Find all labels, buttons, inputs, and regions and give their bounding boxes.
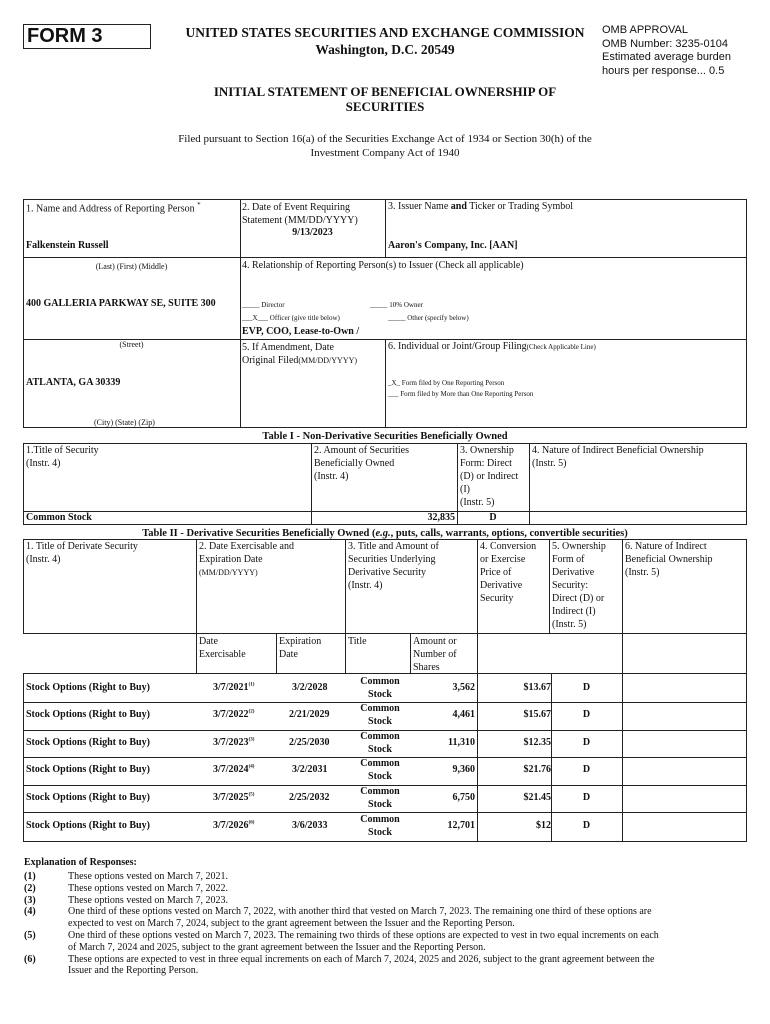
omb-approval: OMB APPROVAL [602, 24, 688, 36]
row-security: Stock Options (Right to Buy) [26, 737, 150, 748]
list-item [24, 871, 746, 883]
issuer-name: Aaron's Company, Inc. [AAN] [388, 240, 518, 251]
row-underlying-title [345, 757, 415, 783]
t2-col1-header [26, 540, 138, 566]
omb-box [602, 24, 731, 78]
t2-col3-1: 3. Title and Amount of [348, 541, 439, 552]
explanation-heading: Explanation of Responses: [24, 857, 137, 868]
t2-col5-3: Derivative [552, 567, 595, 578]
note-text: One third of these options vested on March 7, 2022, with another third that vested on March 7, 2023. The remaining one third of these options are [68, 906, 652, 918]
t2-col4-2: or Exercise [480, 554, 526, 565]
other-checkbox: _____ Other (specify below) [388, 314, 469, 322]
filed-pursuant: Filed pursuant to Section 16(a) of the Securities Exchange Act of 1934 or Section 30(h) of the [178, 133, 592, 145]
statement-title-2: SECURITIES [345, 99, 425, 114]
row-shares: 12,701 [447, 820, 475, 831]
row-shares: 9,360 [452, 764, 475, 775]
commission-location: Washington, D.C. 20549 [315, 42, 455, 57]
t2-col1-1: 1. Title of Derivate Security [26, 541, 138, 552]
note-number: (4) [24, 906, 36, 918]
row-exercisable-date: 3/7/2026 [213, 820, 249, 831]
t2-col5-5: Direct (D) or [552, 593, 605, 604]
row-price: $21.45 [523, 792, 551, 803]
box3-label-a: 3. Issuer Name [388, 201, 451, 212]
t1-col2-header [314, 444, 409, 483]
row-footnote: (2) [248, 709, 255, 715]
filing-more-option: ___ Form filed by More than One Reporting Person [388, 390, 534, 398]
list-item [24, 954, 746, 978]
statement-title: INITIAL STATEMENT OF BENEFICIAL OWNERSHIP OF [213, 84, 557, 99]
note-text-2: expected to vest on March 7, 2024, subject to the grant agreement between the Issuer and the Reporting Person. [68, 918, 515, 930]
box5-label-2-row [242, 354, 357, 367]
row-expiration: 2/25/2030 [289, 737, 330, 748]
row-exercisable [213, 682, 254, 693]
t2-sub-exp [279, 635, 321, 661]
row-shares: 6,750 [452, 792, 475, 803]
t2-sub-exp-2: Date [279, 649, 298, 660]
director-checkbox: _____ Director [242, 301, 285, 309]
row-underlying-title [345, 785, 415, 811]
t2-col1-2: (Instr. 4) [26, 554, 61, 565]
t2-col3-header [348, 540, 439, 592]
t2-sub-amt-1: Amount or [413, 636, 457, 647]
table2-divider [345, 539, 346, 673]
t2-col6-1: 6. Nature of Indirect [625, 541, 707, 552]
box3-label-b: Ticker or Trading Symbol [466, 201, 574, 212]
row-expiration: 2/25/2032 [289, 792, 330, 803]
officer-title: EVP, COO, Lease-to-Own / [242, 326, 360, 337]
omb-burden: Estimated average burden [602, 51, 732, 63]
row-title-2: Stock [368, 689, 392, 700]
list-item [24, 906, 746, 930]
box2-label [242, 201, 358, 227]
table2-divider [549, 539, 550, 633]
row-security: Stock Options (Right to Buy) [26, 820, 150, 831]
row-shares: 4,461 [452, 709, 475, 720]
filed-pursuant-2: Investment Company Act of 1940 [310, 147, 460, 159]
row-title-1: Common [360, 703, 400, 714]
t1-col1-1: 1.Title of Security [26, 445, 99, 456]
table2-divider [477, 539, 478, 673]
t1-row-form: D [489, 512, 497, 523]
row-shares: 3,562 [452, 682, 475, 693]
row-underlying-title [345, 730, 415, 756]
t2-col2-3: (MM/DD/YYYY) [199, 568, 258, 577]
row-form: D [582, 737, 591, 748]
t2-col6-3: (Instr. 5) [625, 567, 660, 578]
grid-divider [240, 257, 747, 258]
row-security: Stock Options (Right to Buy) [26, 709, 150, 720]
note-text: One third of these options vested on March 7, 2023. The remaining two thirds of these options are expected to vest in two equal increments on each [68, 929, 659, 941]
t1-col4-1: 4. Nature of Indirect Beneficial Ownership [532, 445, 704, 456]
t2-col5-header [552, 540, 606, 631]
reporting-street: 400 GALLERIA PARKWAY SE, SUITE 300 [26, 298, 216, 309]
t1-col4-2: (Instr. 5) [532, 458, 567, 469]
table2-title-b: , puts, calls, warrants, options, convertible securities) [390, 528, 628, 539]
row-footnote: (1) [248, 682, 255, 688]
row-exercisable-date: 3/7/2022 [213, 709, 249, 720]
box6-label-small: (Check Applicable Line) [526, 343, 596, 351]
t1-col2-1: 2. Amount of Securities [314, 445, 409, 456]
t1-col3-5: (Instr. 5) [460, 497, 495, 508]
t1-col3-header [460, 444, 518, 509]
grid-divider [385, 339, 386, 428]
t2-col4-header [480, 540, 536, 605]
omb-hours-label: hours per response... [602, 64, 706, 77]
t1-col3-4: (I) [460, 484, 470, 495]
row-price: $12 [536, 820, 551, 831]
row-title-1: Common [360, 786, 400, 797]
note-number: (6) [24, 953, 36, 965]
ten-pct-checkbox: _____ 10% Owner [370, 301, 423, 309]
city-hint: (City) (State) (Zip) [94, 418, 155, 427]
row-title-2: Stock [368, 716, 392, 727]
omb-hours [602, 65, 731, 79]
note-number: (5) [24, 929, 36, 941]
t2-col6-2: Beneficial Ownership [625, 554, 713, 565]
form-label: FORM 3 [27, 25, 103, 47]
omb-hours-value: 0.5 [709, 64, 725, 77]
box6-label-text: 6. Individual or Joint/Group Filing [388, 341, 527, 352]
list-item [24, 930, 746, 954]
t2-col2-2: Expiration Date [199, 554, 263, 565]
note-number: (3) [24, 894, 36, 906]
reporting-city: ATLANTA, GA 30339 [26, 377, 121, 388]
box4-label: 4. Relationship of Reporting Person(s) to Issuer (Check all applicable) [242, 260, 524, 271]
table1-title: Table I - Non-Derivative Securities Beneficially Owned [262, 431, 508, 442]
row-security: Stock Options (Right to Buy) [26, 682, 150, 693]
row-title-1: Common [360, 758, 400, 769]
table2-divider [276, 633, 277, 673]
list-item [24, 895, 746, 907]
t2-sub-date-2: Exercisable [199, 649, 246, 660]
row-exercisable-date: 3/7/2025 [213, 792, 249, 803]
reporting-name: Falkenstein Russell [26, 240, 109, 251]
row-underlying-title [345, 813, 415, 839]
row-form: D [582, 764, 591, 775]
event-date: 9/13/2023 [292, 227, 333, 238]
row-exercisable-date: 3/7/2021 [213, 682, 249, 693]
row-exercisable-date: 3/7/2024 [213, 764, 249, 775]
t2-sub-amt [413, 635, 457, 674]
t2-col4-4: Derivative [480, 580, 523, 591]
t2-col5-2: Form of [552, 554, 585, 565]
row-title-2: Stock [368, 799, 392, 810]
row-shares: 11,310 [448, 737, 475, 748]
row-expiration: 3/2/2028 [292, 682, 328, 693]
table2-divider [23, 841, 747, 842]
row-expiration: 2/21/2029 [289, 709, 330, 720]
commission-name: UNITED STATES SECURITIES AND EXCHANGE COMMISSION [185, 25, 585, 40]
t1-col2-3: (Instr. 4) [314, 471, 349, 482]
row-exercisable [213, 792, 254, 803]
row-expiration: 3/6/2033 [292, 820, 328, 831]
box5-label [242, 341, 357, 367]
row-exercisable-date: 3/7/2023 [213, 737, 249, 748]
table2-divider [622, 539, 623, 842]
row-exercisable [213, 737, 254, 748]
table1-divider [529, 443, 530, 525]
officer-checkbox: ___X___ Officer (give title below) [242, 314, 340, 322]
t1-col1-header [26, 444, 99, 470]
row-exercisable [213, 709, 254, 720]
explanation-list [24, 871, 746, 977]
t2-col6-header [625, 540, 712, 579]
omb-number: OMB Number: 3235-0104 [602, 37, 728, 50]
t2-sub-date-1: Date [199, 636, 218, 647]
table2-divider [410, 633, 411, 673]
row-form: D [582, 792, 591, 803]
note-text: These options vested on March 7, 2021. [68, 871, 228, 882]
table2-divider [23, 539, 24, 633]
t2-col4-5: Security [480, 593, 514, 604]
t2-col2-header [199, 540, 294, 579]
box3-label [388, 201, 573, 212]
t1-row-amount: 32,835 [427, 512, 455, 523]
t2-sub-date [199, 635, 246, 661]
note-body [68, 954, 746, 978]
note-number: (2) [24, 882, 36, 894]
t2-col3-3: Derivative Security [348, 567, 427, 578]
box5-label-fmt: (MM/DD/YYYY) [298, 356, 358, 365]
row-footnote: (4) [248, 764, 255, 770]
table2-title-a: Table II - Derivative Securities Beneficially Owned ( [142, 528, 376, 539]
row-footnote: (3) [248, 737, 255, 743]
row-price: $13.67 [523, 682, 551, 693]
row-exercisable [213, 820, 254, 831]
street-hint: (Street) [119, 340, 144, 349]
t1-row-security: Common Stock [26, 512, 92, 523]
t1-col4-header [532, 444, 704, 470]
t2-col5-1: 5. Ownership [552, 541, 606, 552]
t1-col3-1: 3. Ownership [460, 445, 514, 456]
row-price: $21.76 [523, 764, 551, 775]
filing-one-option: _X_ Form filed by One Reporting Person [388, 379, 505, 387]
row-footnote: (5) [248, 792, 255, 798]
t2-col3-2: Securities Underlying [348, 554, 436, 565]
row-title-1: Common [360, 731, 400, 742]
t2-col5-6: Indirect (I) [552, 606, 596, 617]
row-title-1: Common [360, 676, 400, 687]
box2-label-1: 2. Date of Event Requiring [242, 202, 351, 213]
row-form: D [582, 820, 591, 831]
row-security: Stock Options (Right to Buy) [26, 792, 150, 803]
t1-col2-2: Beneficially Owned [314, 458, 395, 469]
t2-sub-amt-3: Shares [413, 662, 440, 673]
box1-label-text: 1. Name and Address of Reporting Person [26, 203, 195, 215]
t2-col4-3: Price of [480, 567, 512, 578]
row-title-1: Common [360, 814, 400, 825]
box6-label [388, 341, 596, 352]
t2-col4-1: 4. Conversion [480, 541, 537, 552]
note-number: (1) [24, 871, 36, 882]
table2-divider [746, 539, 747, 842]
table2-divider [23, 633, 747, 634]
row-footnote: (6) [248, 820, 255, 826]
t2-col2-1: 2. Date Exercisable and [199, 541, 294, 552]
t2-sub-title: Title [348, 636, 367, 647]
row-exercisable [213, 764, 254, 775]
box2-label-2: Statement (MM/DD/YYYY) [242, 215, 358, 226]
t1-col1-2: (Instr. 4) [26, 458, 61, 469]
grid-divider [385, 199, 386, 257]
t2-sub-amt-2: Number of [413, 649, 457, 660]
table2-divider [23, 673, 747, 674]
note-text-2: of March 7, 2024 and 2025, subject to the grant agreement between the Issuer and the Reporting Person. [68, 941, 486, 953]
row-price: $15.67 [523, 709, 551, 720]
t2-col3-4: (Instr. 4) [348, 580, 383, 591]
row-underlying-title [345, 702, 415, 728]
note-text: These options are expected to vest in three equal increments on each of March 7, 2024, 2025 and 2026, subject to the grant agreement between the [68, 953, 655, 965]
row-form: D [582, 709, 591, 720]
t1-col3-2: Form: Direct [460, 458, 512, 469]
note-body [68, 930, 746, 954]
row-title-2: Stock [368, 827, 392, 838]
table2-title-eg: e.g. [375, 528, 391, 539]
name-hint: (Last) (First) (Middle) [95, 262, 168, 271]
box1-marker: * [197, 201, 201, 209]
t2-sub-exp-1: Expiration [279, 636, 322, 647]
row-expiration: 3/2/2031 [292, 764, 328, 775]
note-body [68, 906, 746, 930]
box5-label-2: Original Filed [242, 355, 299, 366]
row-price: $12.35 [523, 737, 551, 748]
t2-col5-4: Security: [552, 580, 589, 591]
box5-label-1: 5. If Amendment, Date [242, 342, 334, 353]
row-security: Stock Options (Right to Buy) [26, 764, 150, 775]
row-underlying-title [345, 675, 415, 701]
t2-col5-7: (Instr. 5) [552, 619, 587, 630]
table2-divider [196, 539, 197, 673]
row-form: D [582, 682, 591, 693]
table2-title [23, 528, 747, 539]
note-text: These options vested on March 7, 2022. [68, 882, 228, 894]
box1-label [26, 201, 201, 214]
grid-divider [23, 257, 240, 258]
list-item [24, 883, 746, 895]
row-title-2: Stock [368, 771, 392, 782]
note-text-2: Issuer and the Reporting Person. [68, 965, 199, 977]
row-title-2: Stock [368, 744, 392, 755]
note-text: These options vested on March 7, 2023. [68, 894, 228, 906]
t1-col3-3: (D) or Indirect [460, 471, 519, 482]
box3-label-and: and [450, 201, 467, 212]
